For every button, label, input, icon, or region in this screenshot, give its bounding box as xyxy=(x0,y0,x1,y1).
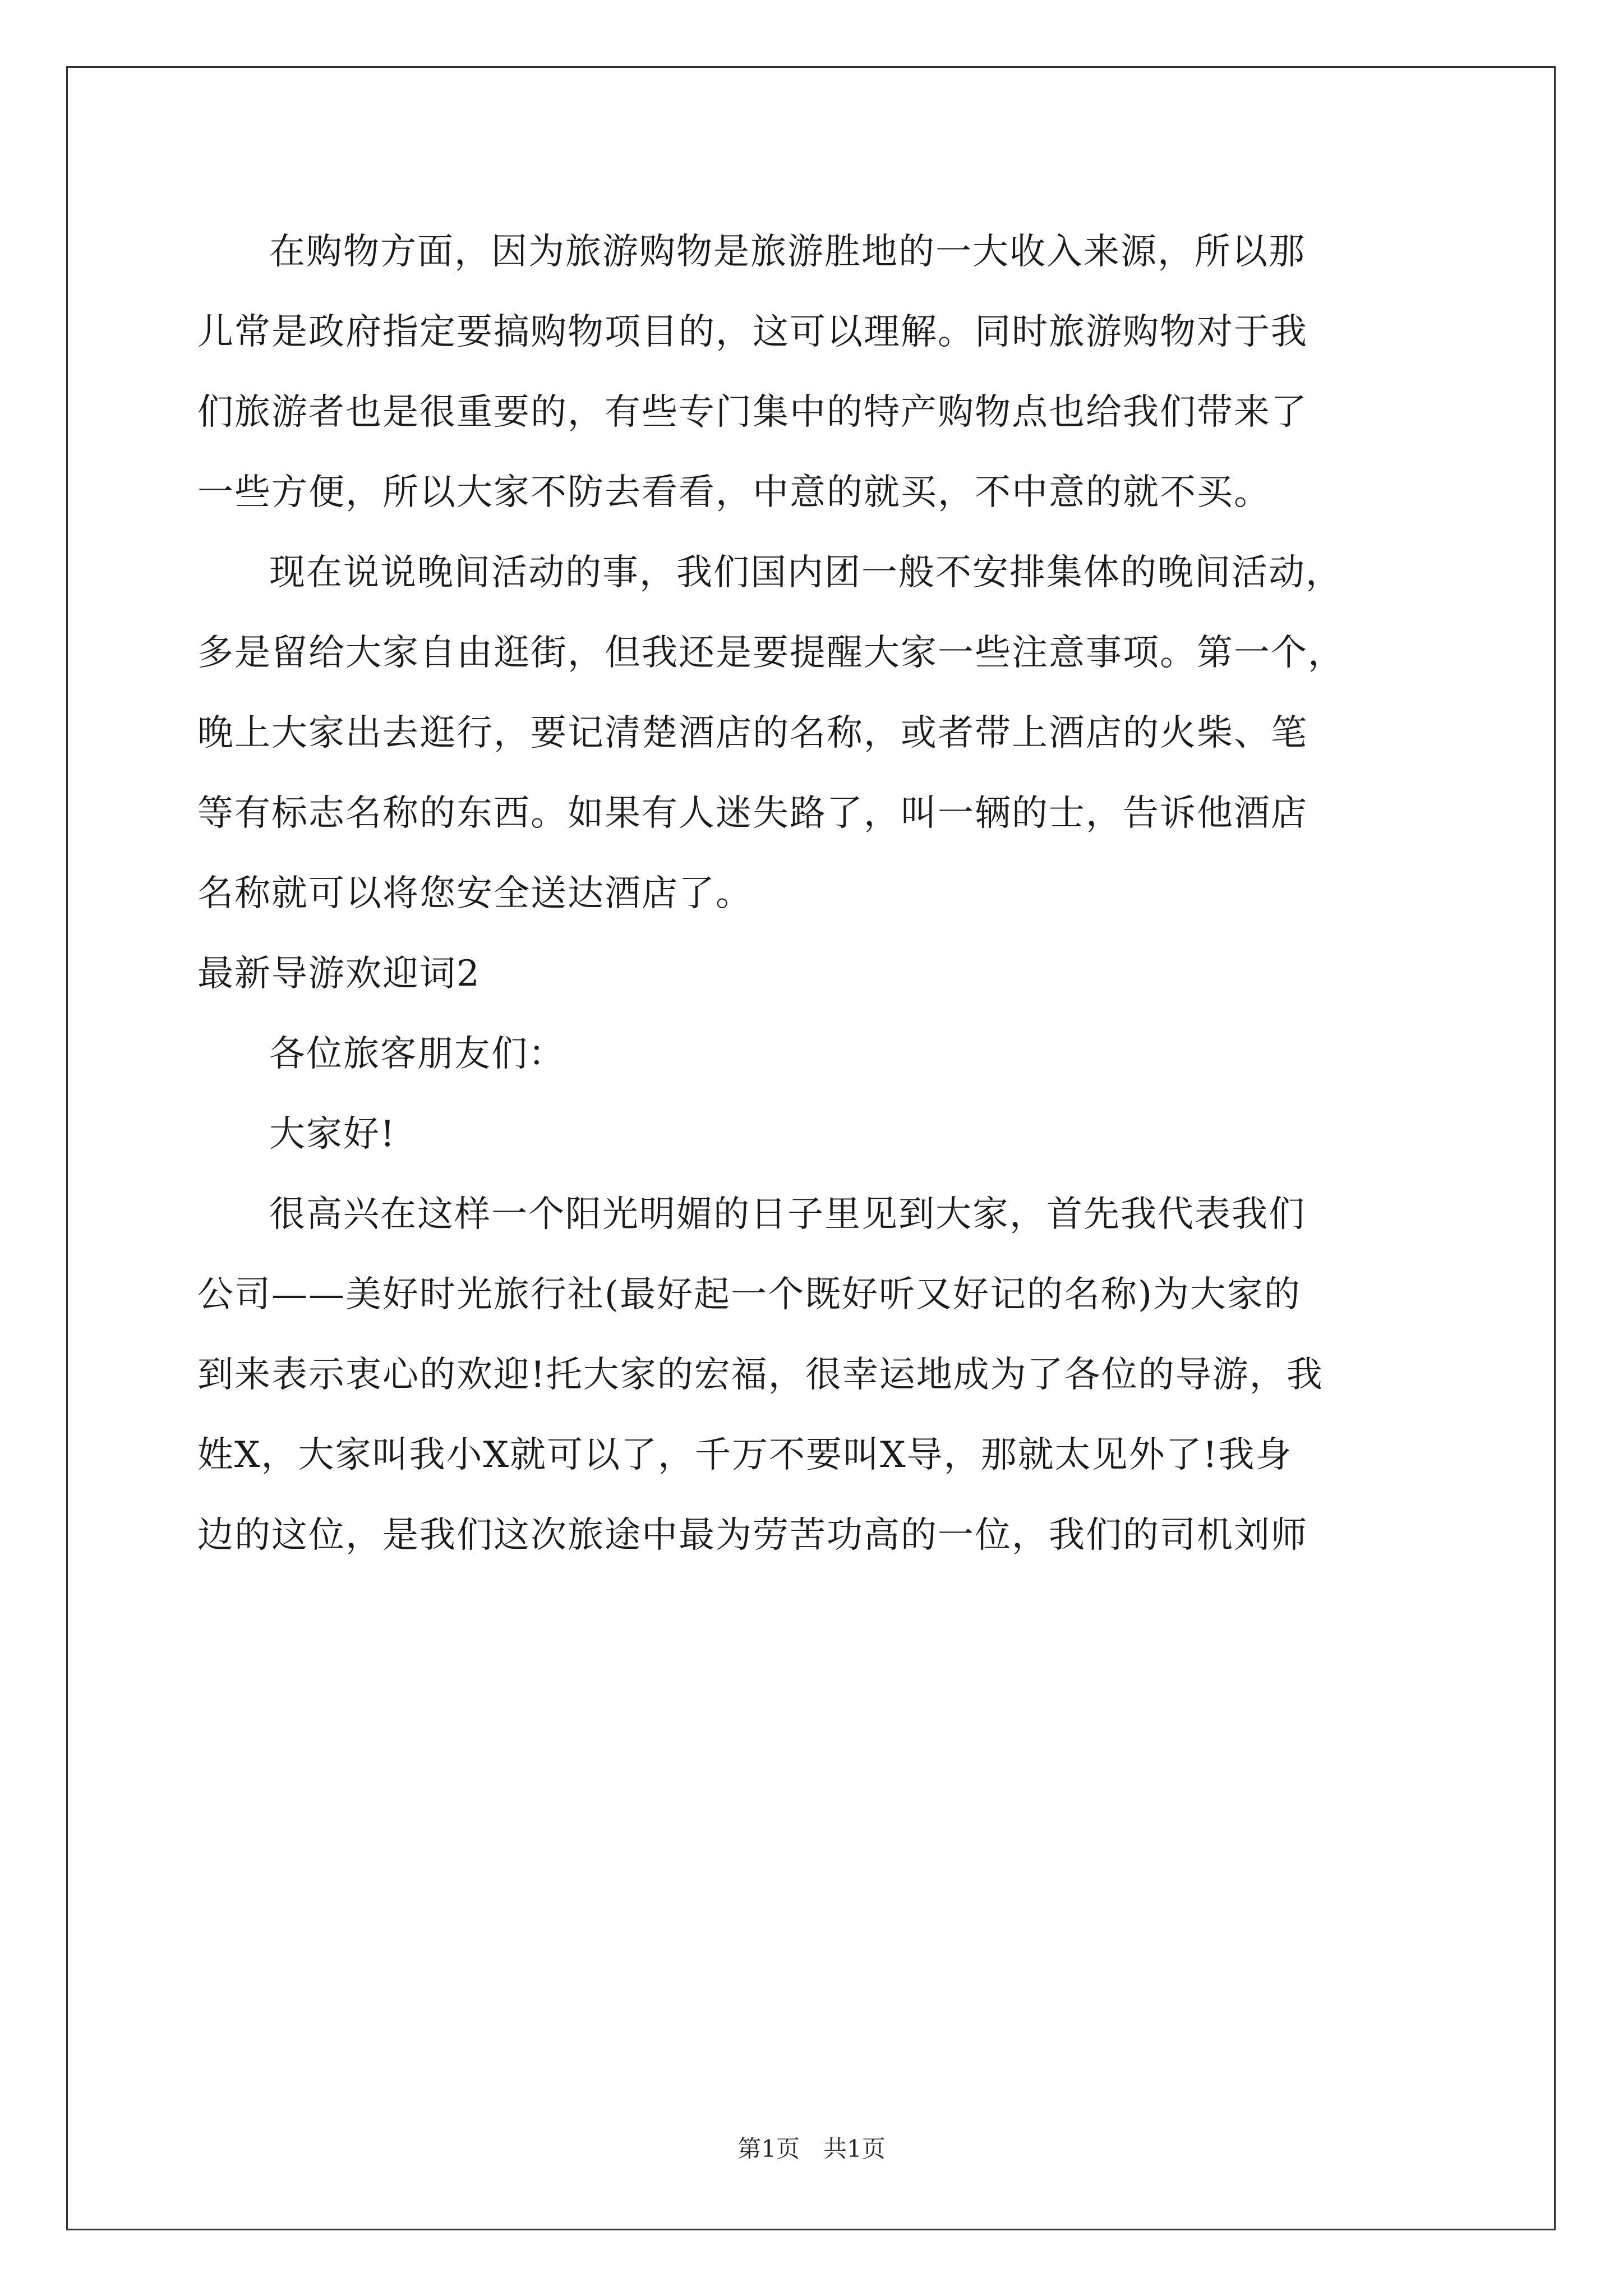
paragraph-shopping xyxy=(197,212,1431,533)
text-line: 到来表示衷心的欢迎!托大家的宏福，很幸运地成为了各位的导游，我 xyxy=(197,1354,1324,1396)
text-line: 晚上大家出去逛行，要记清楚酒店的名称，或者带上酒店的火柴、笔 xyxy=(197,712,1308,754)
text-line: 多是留给大家自由逛街，但我还是要提醒大家一些注意事项。第一个， xyxy=(197,632,1345,674)
text-line: 等有标志名称的东西。如果有人迷失路了，叫一辆的士，告诉他酒店 xyxy=(197,793,1308,834)
text-line: 边的这位，是我们这次旅途中最为劳苦功高的一位，我们的司机刘师 xyxy=(197,1515,1308,1556)
text-line: 现在说说晚间活动的事，我们国内团一般不安排集体的晚间活动， xyxy=(269,552,1343,593)
text-line: 很高兴在这样一个阳光明媚的日子里见到大家，首先我代表我们 xyxy=(269,1194,1306,1235)
text-line: 各位旅客朋友们： xyxy=(269,1033,565,1075)
paragraph-evening-activities xyxy=(197,533,1431,934)
section-heading: 最新导游欢迎词2 xyxy=(197,953,481,995)
text-line: 在购物方面，因为旅游购物是旅游胜地的一大收入来源，所以那 xyxy=(269,231,1306,273)
paragraph-welcome xyxy=(197,1175,1431,1576)
text-line: 公司——美好时光旅行社(最好起一个既好听又好记的名称)为大家的 xyxy=(197,1274,1301,1315)
text-line: 姓X，大家叫我小X就可以了，千万不要叫X导，那就太见外了!我身 xyxy=(197,1434,1293,1476)
text-line: 儿常是政府指定要搞购物项目的，这可以理解。同时旅游购物对于我 xyxy=(197,311,1308,353)
text-line: 大家好! xyxy=(269,1114,396,1155)
text-line: 们旅游者也是很重要的，有些专门集中的特产购物点也给我们带来了 xyxy=(197,392,1308,433)
text-line: 一些方便，所以大家不防去看看，中意的就买，不中意的就不买。 xyxy=(197,472,1271,513)
document-body xyxy=(197,212,1431,1576)
text-line: 名称就可以将您安全送达酒店了。 xyxy=(197,873,753,914)
paragraph-hello xyxy=(197,1094,1431,1175)
page-number-footer: 第1页 共1页 xyxy=(737,2135,886,2162)
paragraph-greeting xyxy=(197,1014,1431,1094)
